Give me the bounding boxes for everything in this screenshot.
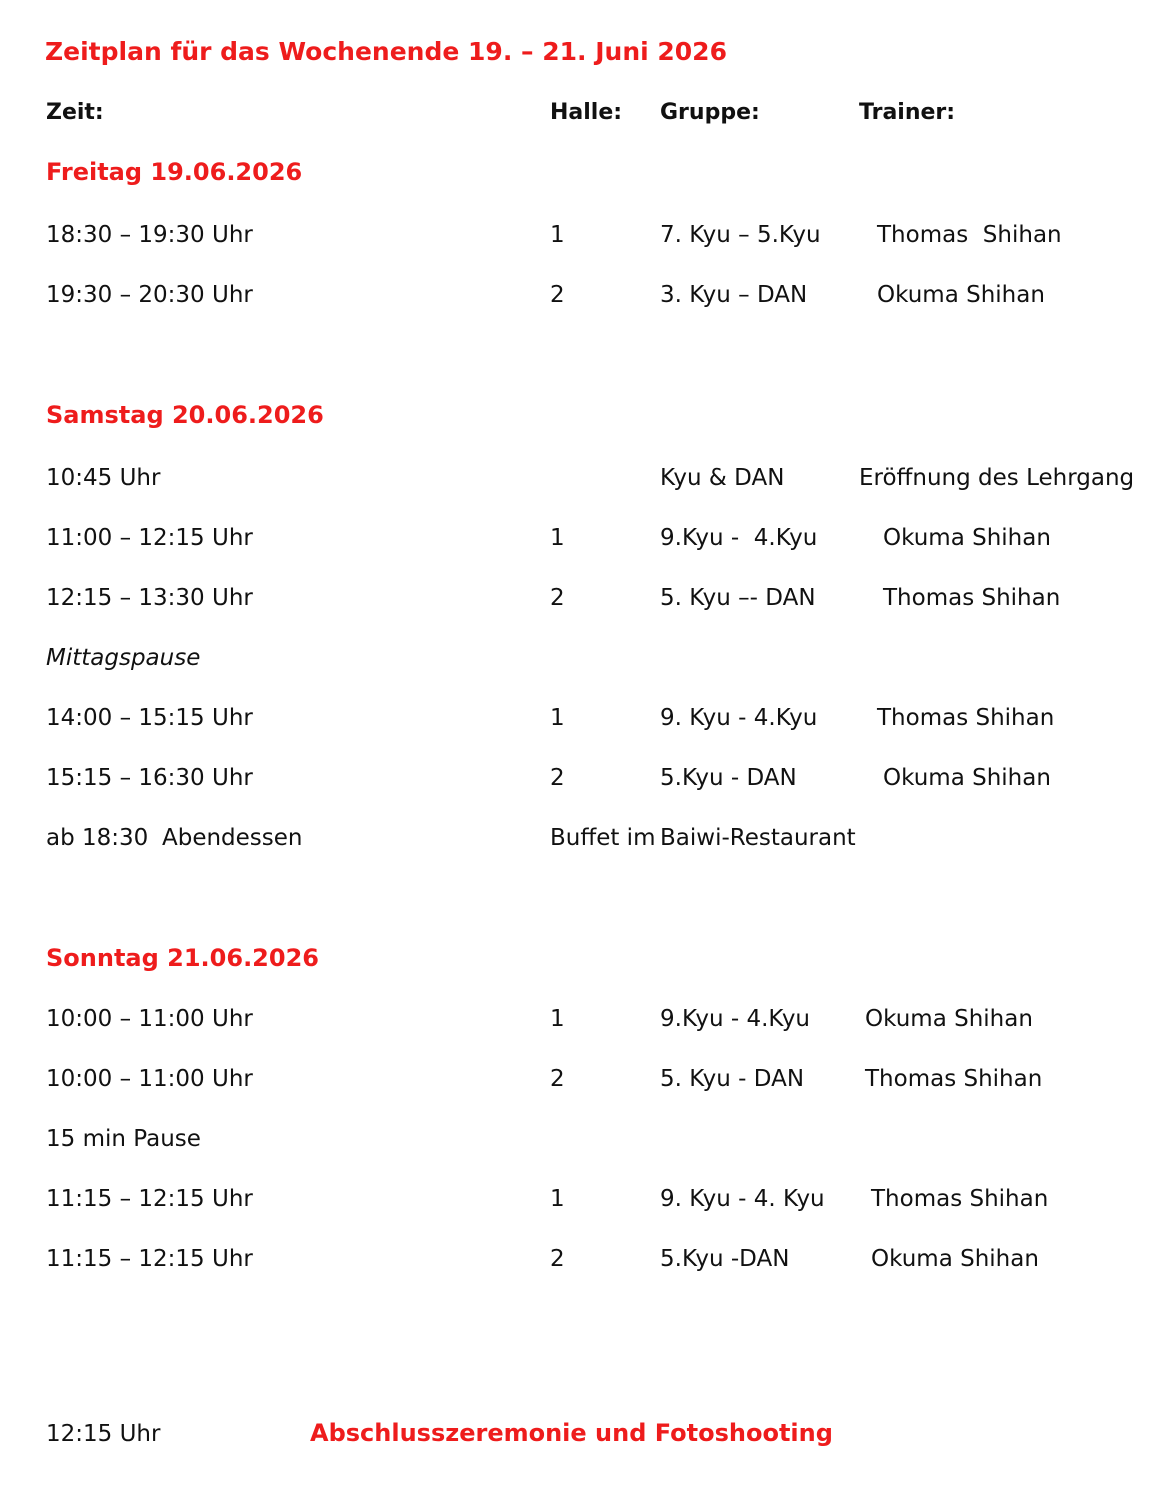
header-zeit: Zeit: bbox=[46, 100, 104, 125]
break-label: 15 min Pause bbox=[46, 1126, 201, 1152]
dinner-label: Abendessen bbox=[162, 825, 303, 851]
row-time: 11:15 – 12:15 Uhr bbox=[46, 1186, 253, 1212]
header-trainer: Trainer: bbox=[859, 100, 956, 125]
row-trainer: Thomas Shihan bbox=[877, 222, 1062, 248]
row-time: 14:00 – 15:15 Uhr bbox=[46, 705, 253, 731]
row-hall: 1 bbox=[550, 1186, 565, 1212]
row-group: 5.Kyu -DAN bbox=[660, 1246, 790, 1272]
row-group: 9.Kyu - 4.Kyu bbox=[660, 1006, 811, 1032]
row-group: 9. Kyu - 4.Kyu bbox=[660, 705, 818, 731]
row-trainer: Thomas Shihan bbox=[877, 705, 1055, 731]
row-group: 9. Kyu - 4. Kyu bbox=[660, 1186, 825, 1212]
row-group: 5.Kyu - DAN bbox=[660, 765, 797, 791]
row-hall: 2 bbox=[550, 765, 565, 791]
row-trainer: Okuma Shihan bbox=[865, 1006, 1033, 1032]
row-hall: 1 bbox=[550, 1006, 565, 1032]
dinner-time: ab 18:30 bbox=[46, 825, 149, 851]
row-trainer: Okuma Shihan bbox=[883, 525, 1051, 551]
row-group: 9.Kyu - 4.Kyu bbox=[660, 525, 818, 551]
day-heading-saturday: Samstag 20.06.2026 bbox=[46, 401, 324, 429]
row-trainer: Eröffnung des Lehrgang bbox=[859, 465, 1135, 491]
row-hall: 2 bbox=[550, 585, 565, 611]
row-time: 15:15 – 16:30 Uhr bbox=[46, 765, 253, 791]
row-time: 11:00 – 12:15 Uhr bbox=[46, 525, 253, 551]
dinner-venue: Baiwi-Restaurant bbox=[660, 825, 856, 851]
row-hall: 1 bbox=[550, 705, 565, 731]
day-heading-friday: Freitag 19.06.2026 bbox=[46, 158, 303, 186]
closing-label: Abschlusszeremonie und Fotoshooting bbox=[310, 1419, 833, 1447]
row-group: 5. Kyu –- DAN bbox=[660, 585, 816, 611]
row-time: 10:00 – 11:00 Uhr bbox=[46, 1006, 253, 1032]
row-trainer: Thomas Shihan bbox=[883, 585, 1061, 611]
row-hall: 2 bbox=[550, 1246, 565, 1272]
row-time: 10:45 Uhr bbox=[46, 465, 161, 491]
break-label: Mittagspause bbox=[46, 645, 201, 671]
row-hall: 2 bbox=[550, 282, 565, 308]
row-group: Kyu & DAN bbox=[660, 465, 785, 491]
page-title: Zeitplan für das Wochenende 19. – 21. Juni 2026 bbox=[45, 37, 727, 66]
row-group: 5. Kyu - DAN bbox=[660, 1066, 805, 1092]
row-trainer: Okuma Shihan bbox=[877, 282, 1045, 308]
dinner-venue-prefix: Buffet im bbox=[550, 825, 656, 851]
row-hall: 1 bbox=[550, 525, 565, 551]
header-gruppe: Gruppe: bbox=[660, 100, 760, 125]
row-hall: 1 bbox=[550, 222, 565, 248]
row-hall: 2 bbox=[550, 1066, 565, 1092]
header-halle: Halle: bbox=[550, 100, 623, 125]
row-trainer: Okuma Shihan bbox=[871, 1246, 1039, 1272]
row-time: 10:00 – 11:00 Uhr bbox=[46, 1066, 253, 1092]
row-group: 3. Kyu – DAN bbox=[660, 282, 808, 308]
row-group: 7. Kyu – 5.Kyu bbox=[660, 222, 821, 248]
row-trainer: Okuma Shihan bbox=[883, 765, 1051, 791]
row-time: 18:30 – 19:30 Uhr bbox=[46, 222, 253, 248]
row-time: 12:15 – 13:30 Uhr bbox=[46, 585, 253, 611]
day-heading-sunday: Sonntag 21.06.2026 bbox=[46, 944, 319, 972]
closing-time: 12:15 Uhr bbox=[46, 1421, 161, 1447]
row-time: 11:15 – 12:15 Uhr bbox=[46, 1246, 253, 1272]
row-trainer: Thomas Shihan bbox=[865, 1066, 1043, 1092]
row-trainer: Thomas Shihan bbox=[871, 1186, 1049, 1212]
row-time: 19:30 – 20:30 Uhr bbox=[46, 282, 253, 308]
